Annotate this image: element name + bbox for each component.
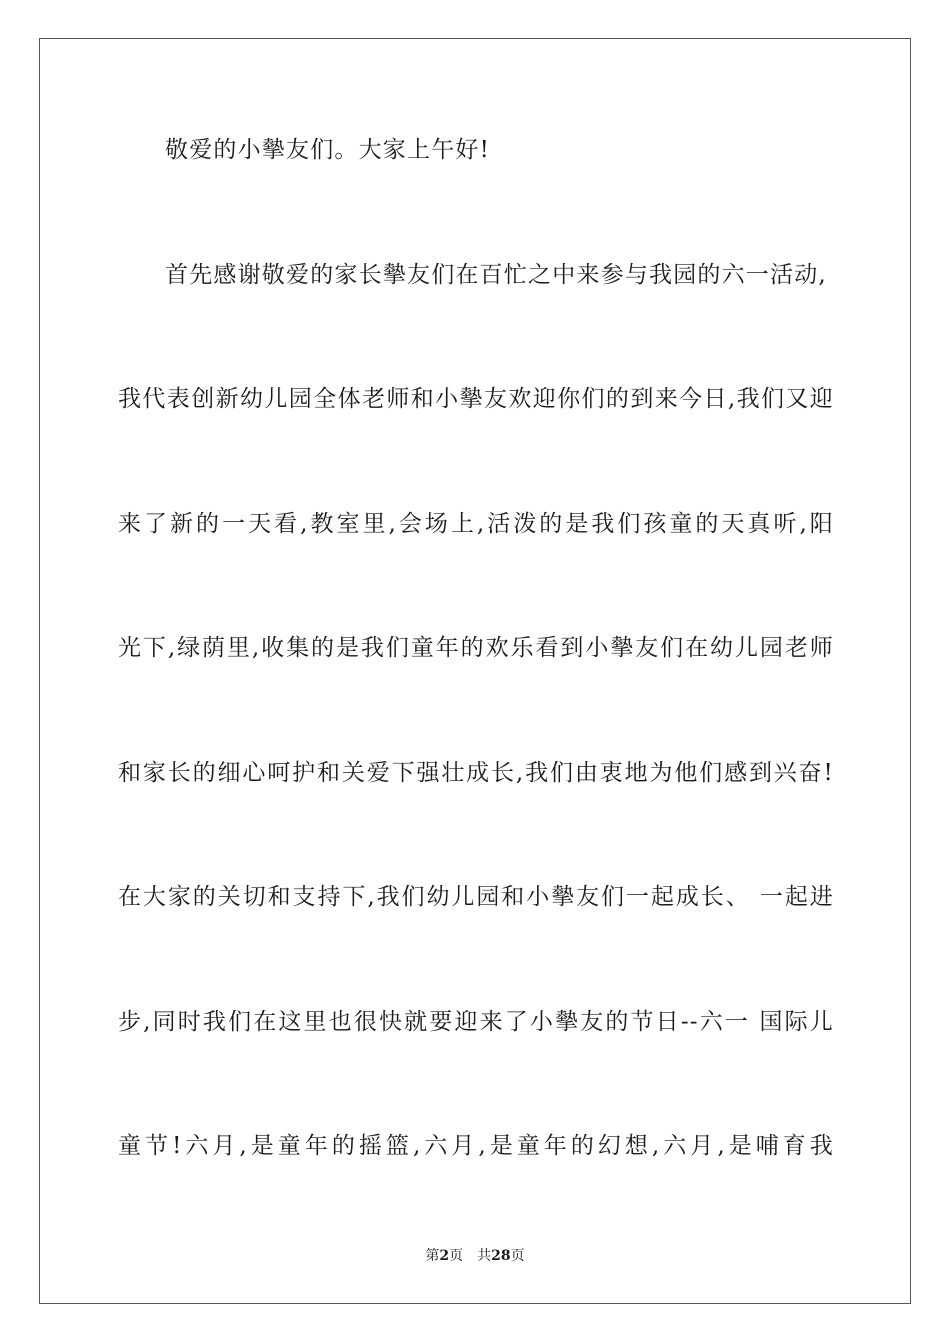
page-label-suffix: 页 xyxy=(449,1248,464,1264)
page-border xyxy=(39,38,911,1304)
text-line: 我代表创新幼儿园全体老师和小摰友欢迎你们的到来今日,我们又迎 xyxy=(118,386,834,412)
total-pages: 28 xyxy=(491,1248,511,1264)
page-footer xyxy=(0,1246,950,1266)
total-label-suffix: 页 xyxy=(510,1248,525,1264)
text-line: 来了新的一天看,教室里,会场上,活泼的是我们孩童的天真听,阳 xyxy=(118,511,834,537)
text-line: 童节!六月,是童年的摇篮,六月,是童年的幻想,六月,是哺育我 xyxy=(118,1133,834,1159)
text-line: 在大家的关切和支持下,我们幼儿园和小摰友们一起成长、 一起进 xyxy=(118,884,834,910)
text-line: 光下,绿荫里,收集的是我们童年的欢乐看到小摰友们在幼儿园老师 xyxy=(118,635,834,661)
total-label-prefix: 共 xyxy=(477,1248,492,1264)
page-number: 2 xyxy=(439,1248,450,1264)
text-line: 步,同时我们在这里也很快就要迎来了小摰友的节日--六一 国际儿 xyxy=(118,1009,834,1035)
page-label-prefix: 第 xyxy=(425,1248,440,1264)
text-line: 和家长的细心呵护和关爱下强壮成长,我们由衷地为他们感到兴奋! xyxy=(118,760,834,786)
text-line: 首先感谢敬爱的家长摰友们在百忙之中来参与我园的六一活动, xyxy=(165,262,827,288)
text-line-greeting: 敬爱的小摰友们。大家上午好! xyxy=(165,137,491,163)
